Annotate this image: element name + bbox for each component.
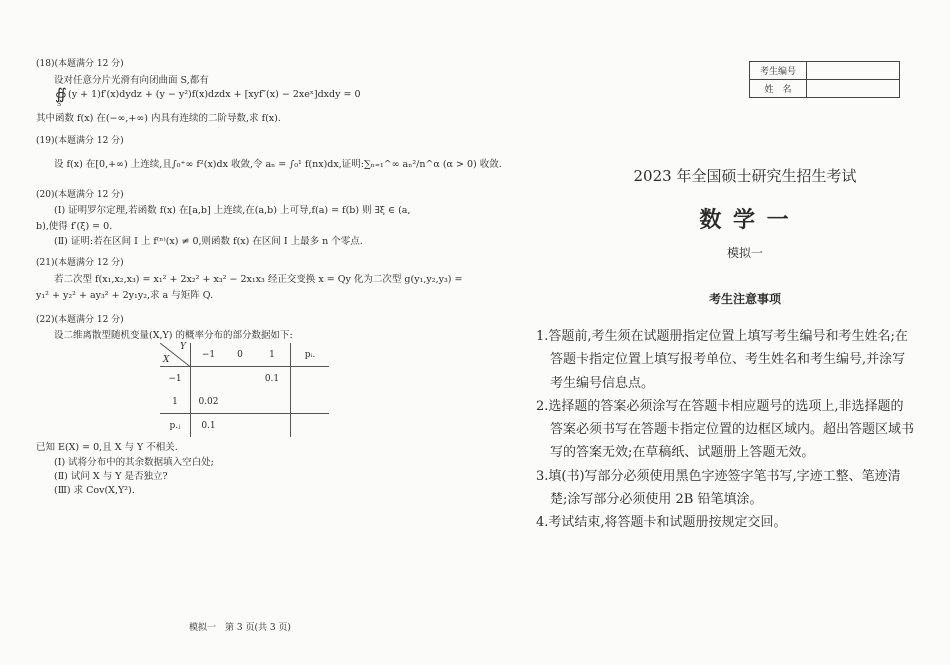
table-cell: 0.02 (191, 390, 227, 414)
q20-part1-a: (Ⅰ) 证明罗尔定理,若函数 f(x) 在[a,b] 上连续,在(a,b) 上可导,f(a) = f(b) 则 ∃ξ ∈ (a, (54, 205, 411, 216)
candidate-name-field[interactable] (807, 80, 900, 98)
table-cell (226, 414, 254, 438)
notes-list (536, 325, 916, 535)
q22-known: 已知 E(X) = 0,且 X 与 Y 不相关. (36, 442, 178, 453)
col-header: 0 (226, 343, 254, 367)
row-label: −1 (160, 367, 191, 391)
table-cell: 0.1 (201, 420, 216, 431)
q18-line3: 其中函数 f(x) 在(−∞,+∞) 内具有连续的二阶导数,求 f(x). (36, 113, 281, 124)
surface-integral-subscript: S (57, 101, 62, 108)
col-header: pᵢ. (291, 343, 330, 367)
q21-line1: 若二次型 f(x₁,x₂,x₃) = x₁² + 2x₂² + x₃² − 2x₁x₃ 经正交变换 x = Qy 化为二次型 g(y₁,y₂,y₃) = (54, 274, 463, 285)
col-header: −1 (191, 343, 227, 367)
table-cell (291, 414, 330, 438)
table-cell (291, 367, 330, 391)
q20-part1-b: b),使得 f′(ξ) = 0. (36, 221, 113, 232)
table-cell: 0.1 (264, 373, 280, 384)
col-header: 1 (254, 343, 291, 367)
table-corner-y: Y (180, 342, 186, 352)
q20-part2: (Ⅱ) 证明:若在区间 I 上 f⁽ⁿ⁾(x) ≠ 0,则函数 f(x) 在区间 I 上最多 n 个零点. (54, 236, 363, 247)
table-row (160, 367, 329, 391)
q21-line2: y₁² + y₂² + ay₃² + 2y₁y₂,求 a 与矩阵 Q. (36, 290, 214, 301)
q19-text: 设 f(x) 在[0,+∞) 上连续,且∫₀⁺∞ f²(x)dx 收敛,令 aₙ = ∫₀¹ f(nx)dx,证明:∑ₙ₌₁^∞ aₙ²/n^α (α > 0) 收敛. (54, 159, 502, 170)
row-label: p.ⱼ (160, 414, 191, 438)
candidate-number-field[interactable] (807, 62, 900, 80)
subject-title: 数 学 一 (699, 207, 791, 233)
list-item: 1.答题前,考生须在试题册指定位置上填写考生编号和考生姓名;在答题卡指定位置上填写报考单位、考生姓名和考生编号,并涂写考生编号信息点。 (536, 329, 908, 391)
table-cell (226, 390, 254, 414)
row-label: 1 (160, 390, 191, 414)
q18-heading: (18)(本题满分 12 分) (36, 59, 124, 69)
candidate-number-label: 考生编号 (750, 62, 807, 80)
q19-heading: (19)(本题满分 12 分) (36, 136, 124, 146)
page-footer: 模拟一 第 3 页(共 3 页) (189, 623, 291, 633)
q18-line1: 设对任意分片光滑有向闭曲面 S,都有 (54, 75, 209, 86)
q20-heading: (20)(本题满分 12 分) (36, 190, 124, 200)
q18-formula: (y + 1)f′(x)dydz + (y − y²)f(x)dzdx + [xyf″(x) − 2xeˣ]dxdy = 0 (68, 89, 361, 100)
exam-title: 2023 年全国硕士研究生招生考试 (633, 167, 857, 185)
table-cell (191, 367, 227, 391)
notes-title: 考生注意事项 (708, 292, 781, 306)
q22-intro: 设二维离散型随机变量(X,Y) 的概率分布的部分数据如下: (54, 330, 293, 341)
list-item: 4.考试结束,将答题卡和试题册按规定交回。 (536, 515, 787, 531)
table-cell (254, 390, 291, 414)
candidate-info-table (749, 61, 900, 98)
list-item: 3.填(书)写部分必须使用黑色字迹签字笔书写,字迹工整、笔迹清楚;涂写部分必须使用 2B 铅笔填涂。 (536, 468, 901, 508)
table-corner-x: X (163, 355, 170, 365)
table-cell (226, 367, 254, 391)
q22-part1: (Ⅰ) 试将分布中的其余数据填入空白处; (54, 457, 214, 468)
candidate-name-label: 姓 名 (750, 80, 807, 98)
table-cell (254, 414, 291, 438)
surface-integral-symbol: ∯ (55, 85, 67, 103)
exam-variant: 模拟一 (726, 246, 763, 260)
q22-part2: (Ⅱ) 试问 X 与 Y 是否独立? (54, 471, 168, 482)
table-row (160, 390, 329, 414)
table-cell (291, 390, 330, 414)
list-item: 2.选择题的答案必须涂写在答题卡相应题号的选项上,非选择题的答案必须书写在答题卡指定位置的边框区域内。超出答题区域书写的答案无效;在草稿纸、试题册上答题无效。 (536, 398, 915, 461)
q22-heading: (22)(本题满分 12 分) (36, 315, 124, 325)
q22-part3: (Ⅲ) 求 Cov(X,Y²). (54, 485, 135, 496)
table-row (160, 414, 329, 438)
q21-heading: (21)(本题满分 12 分) (36, 258, 124, 268)
